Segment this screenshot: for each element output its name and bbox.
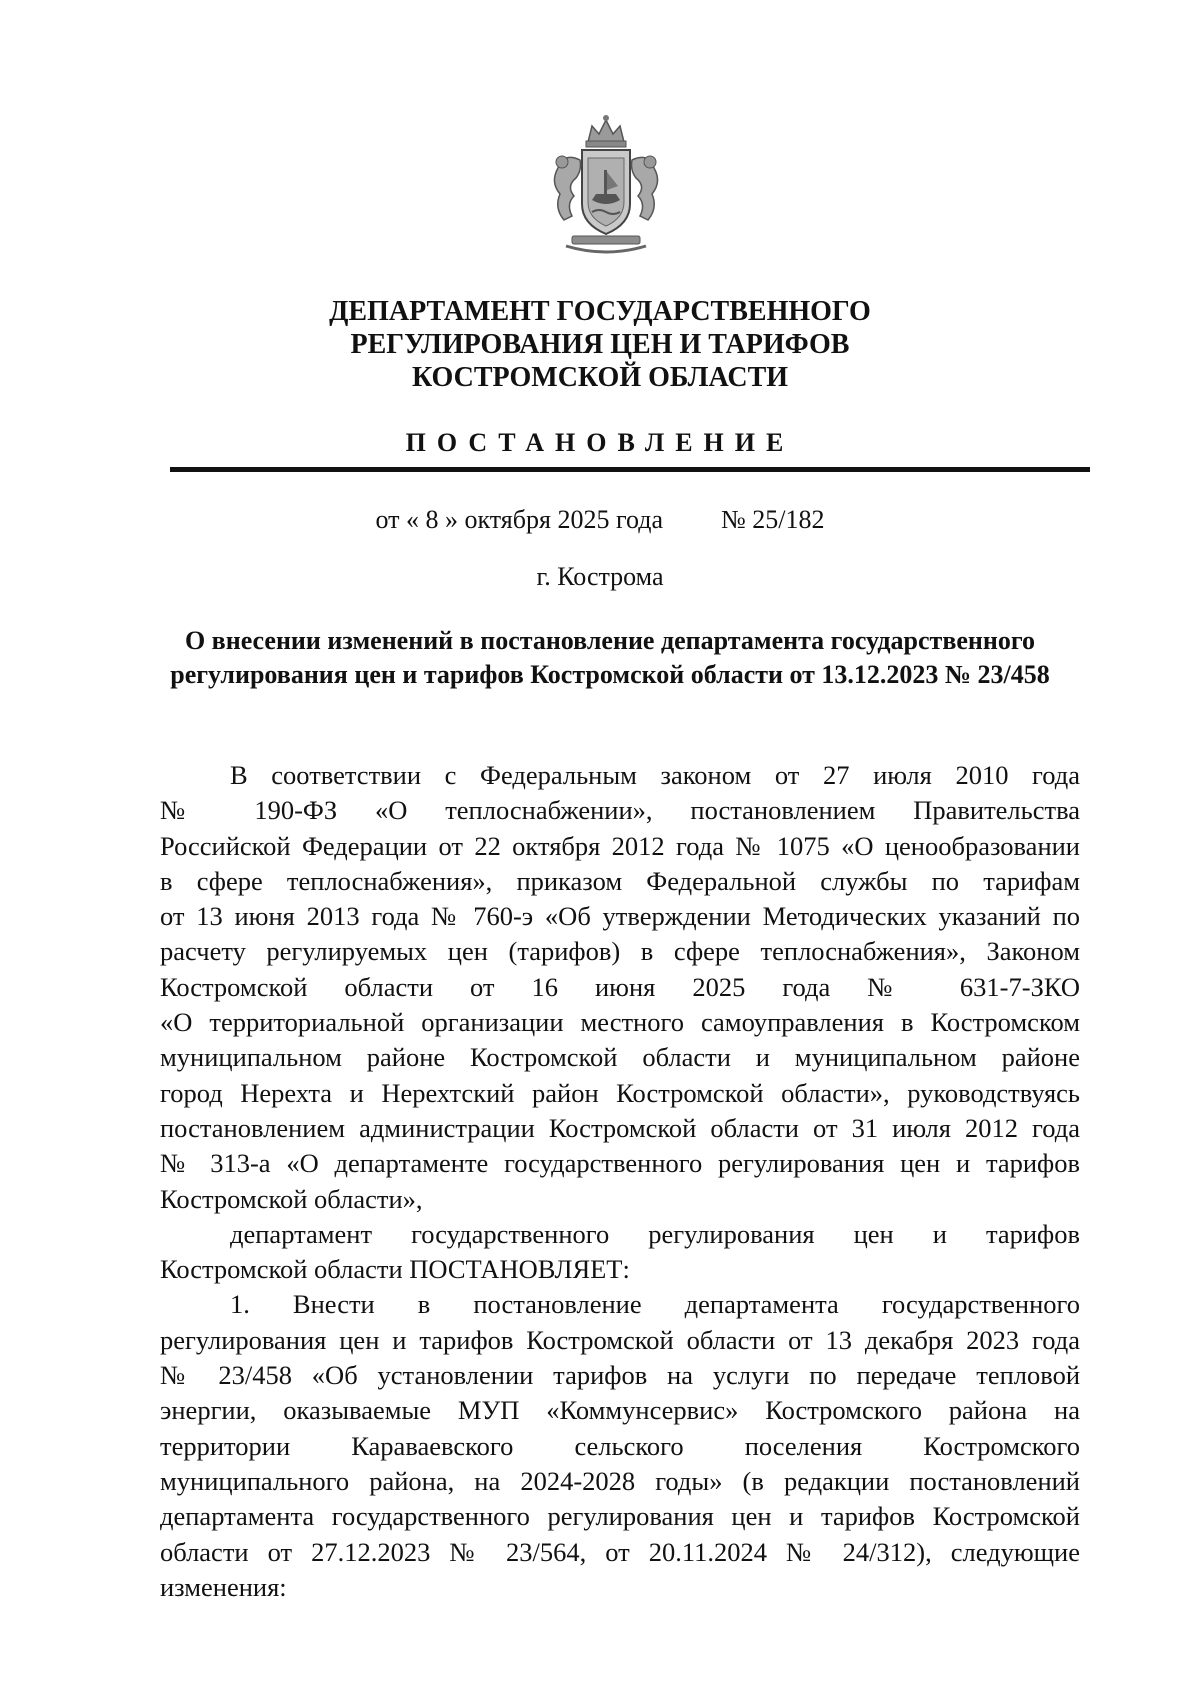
coat-of-arms-emblem	[536, 112, 676, 262]
department-name-line: КОСТРОМСКОЙ ОБЛАСТИ	[411, 362, 789, 393]
header-divider	[170, 467, 1090, 472]
department-name-line: ДЕПАРТАМЕНТ ГОСУДАРСТВЕННОГО	[329, 296, 871, 327]
body-line: регулирования цен и тарифов Костромской области от 13 декабря 2023 года	[160, 1324, 1080, 1355]
body-line: области от 27.12.2023 № 23/564, от 20.11.2024 № 24/312), следующие	[160, 1536, 1080, 1567]
body-line: расчету регулируемых цен (тарифов) в сфере теплоснабжения», Законом	[160, 936, 1080, 967]
date-line	[150, 505, 1050, 535]
body-line: Костромской области ПОСТАНОВЛЯЕТ:	[160, 1254, 630, 1285]
body-line: № 23/458 «Об установлении тарифов на услуги по передаче тепловой	[160, 1360, 1080, 1391]
body-line: в сфере теплоснабжения», приказом Федеральной службы по тарифам	[160, 865, 1080, 896]
body-line: энергии, оказываемые МУП «Коммунсервис» Костромского района на	[160, 1395, 1080, 1426]
document-body	[160, 758, 1080, 1605]
body-line: В соответствии с Федеральным законом от 27 июля 2010 года	[230, 760, 1080, 790]
subject-line: регулирования цен и тарифов Костромской области от 13.12.2023 № 23/458	[170, 660, 1050, 689]
body-line: № 313-а «О департаменте государственного регулирования цен и тарифов	[160, 1148, 1080, 1179]
body-line: территории Караваевского сельского поселения Костромского	[160, 1430, 1080, 1461]
document-subject	[150, 624, 1070, 692]
department-name	[150, 295, 1050, 394]
body-line: изменения:	[160, 1571, 287, 1602]
body-line: «О территориальной организации местного самоуправления в Костромском	[160, 1007, 1080, 1038]
subject-line: О внесении изменений в постановление департамента государственного	[184, 626, 1036, 655]
body-line: 1. Внести в постановление департамента государственного	[230, 1289, 1080, 1320]
body-line: Костромской области»,	[160, 1183, 423, 1214]
document-city: г. Кострома	[536, 562, 664, 591]
body-line: от 13 июня 2013 года № 760-э «Об утверждении Методических указаний по	[160, 901, 1080, 932]
body-line: постановлением администрации Костромской области от 31 июля 2012 года	[160, 1112, 1080, 1143]
document-number: № 25/182	[720, 505, 825, 534]
body-line: департамент государственного регулирования цен и тарифов	[230, 1218, 1080, 1249]
body-line: № 190-ФЗ «О теплоснабжении», постановлением Правительства	[160, 795, 1080, 826]
document-type: ПОСТАНОВЛЕНИЕ	[405, 428, 795, 457]
body-line: город Нерехта и Нерехтский район Костромской области», руководствуясь	[160, 1077, 1080, 1108]
body-line: муниципального района, на 2024-2028 годы» (в редакции постановлений	[160, 1465, 1080, 1496]
department-name-line: РЕГУЛИРОВАНИЯ ЦЕН И ТАРИФОВ	[350, 329, 850, 360]
body-line: муниципальном районе Костромской области и муниципальном районе	[160, 1042, 1080, 1073]
body-line: Костромской области от 16 июня 2025 года № 631-7-ЗКО	[160, 971, 1080, 1002]
document-date: от « 8 » октября 2025 года	[375, 505, 663, 534]
body-line: Российской Федерации от 22 октября 2012 года № 1075 «О ценообразовании	[160, 830, 1080, 861]
body-line: департамента государственного регулирования цен и тарифов Костромской	[160, 1501, 1080, 1532]
